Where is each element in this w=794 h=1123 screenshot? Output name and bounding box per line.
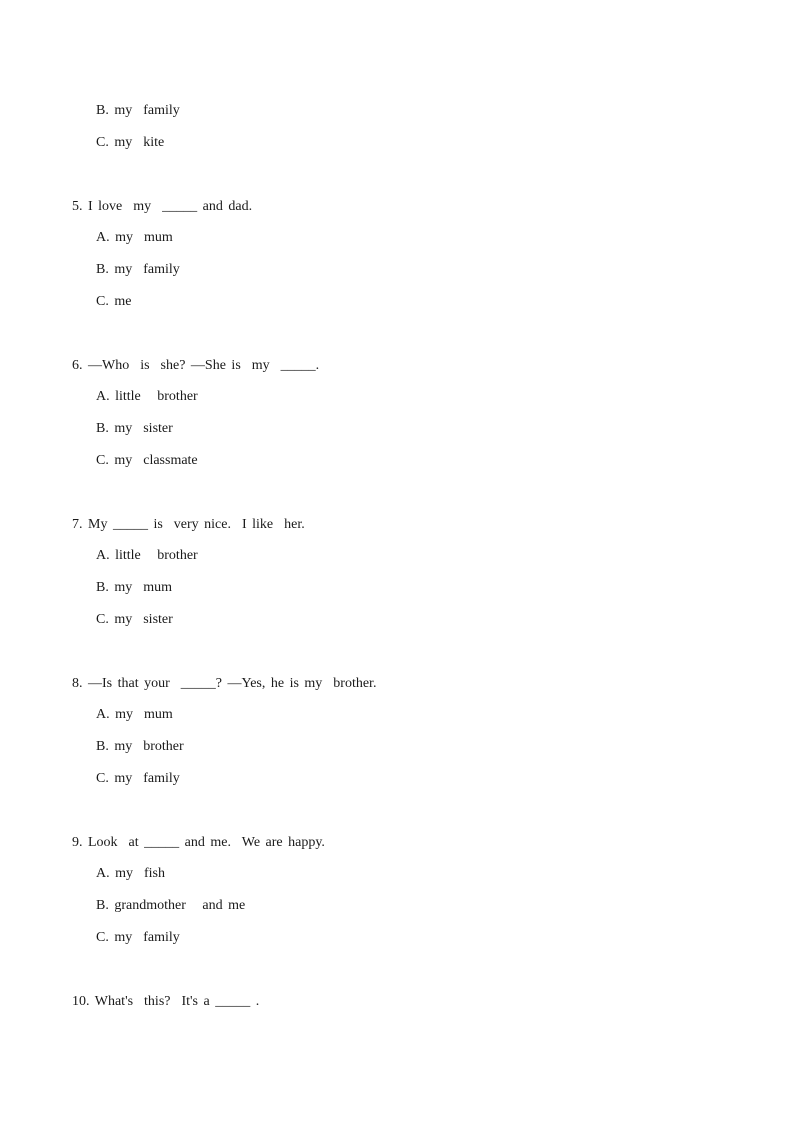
question-10-stem: 10. What's this? It's a _____ . — [72, 994, 260, 1009]
question-6-option-b: B. my sister — [96, 421, 173, 436]
question-8-stem: 8. —Is that your _____? —Yes, he is my brother. — [72, 676, 377, 691]
question-5-option-c: C. me — [96, 294, 132, 309]
question-7-option-a: A. little brother — [96, 548, 198, 563]
question-5-option-a: A. my mum — [96, 230, 173, 245]
question-5-stem: 5. I love my _____ and dad. — [72, 199, 253, 214]
question-8-option-b: B. my brother — [96, 739, 184, 754]
question-5-option-b: B. my family — [96, 262, 180, 277]
question-6-option-a: A. little brother — [96, 389, 198, 404]
question-9-option-c: C. my family — [96, 930, 180, 945]
question-9-option-b: B. grandmother and me — [96, 898, 246, 913]
option-c: C. my kite — [96, 135, 165, 150]
question-6-stem: 6. —Who is she? —She is my _____. — [72, 358, 320, 373]
question-6-option-c: C. my classmate — [96, 453, 198, 468]
question-7-option-b: B. my mum — [96, 580, 173, 595]
question-7-stem: 7. My _____ is very nice. I like her. — [72, 517, 305, 532]
question-8-option-a: A. my mum — [96, 707, 173, 722]
question-9-stem: 9. Look at _____ and me. We are happy. — [72, 835, 325, 850]
question-8-option-c: C. my family — [96, 771, 180, 786]
question-9-option-a: A. my fish — [96, 866, 165, 881]
option-b: B. my family — [96, 103, 180, 118]
question-7-option-c: C. my sister — [96, 612, 173, 627]
